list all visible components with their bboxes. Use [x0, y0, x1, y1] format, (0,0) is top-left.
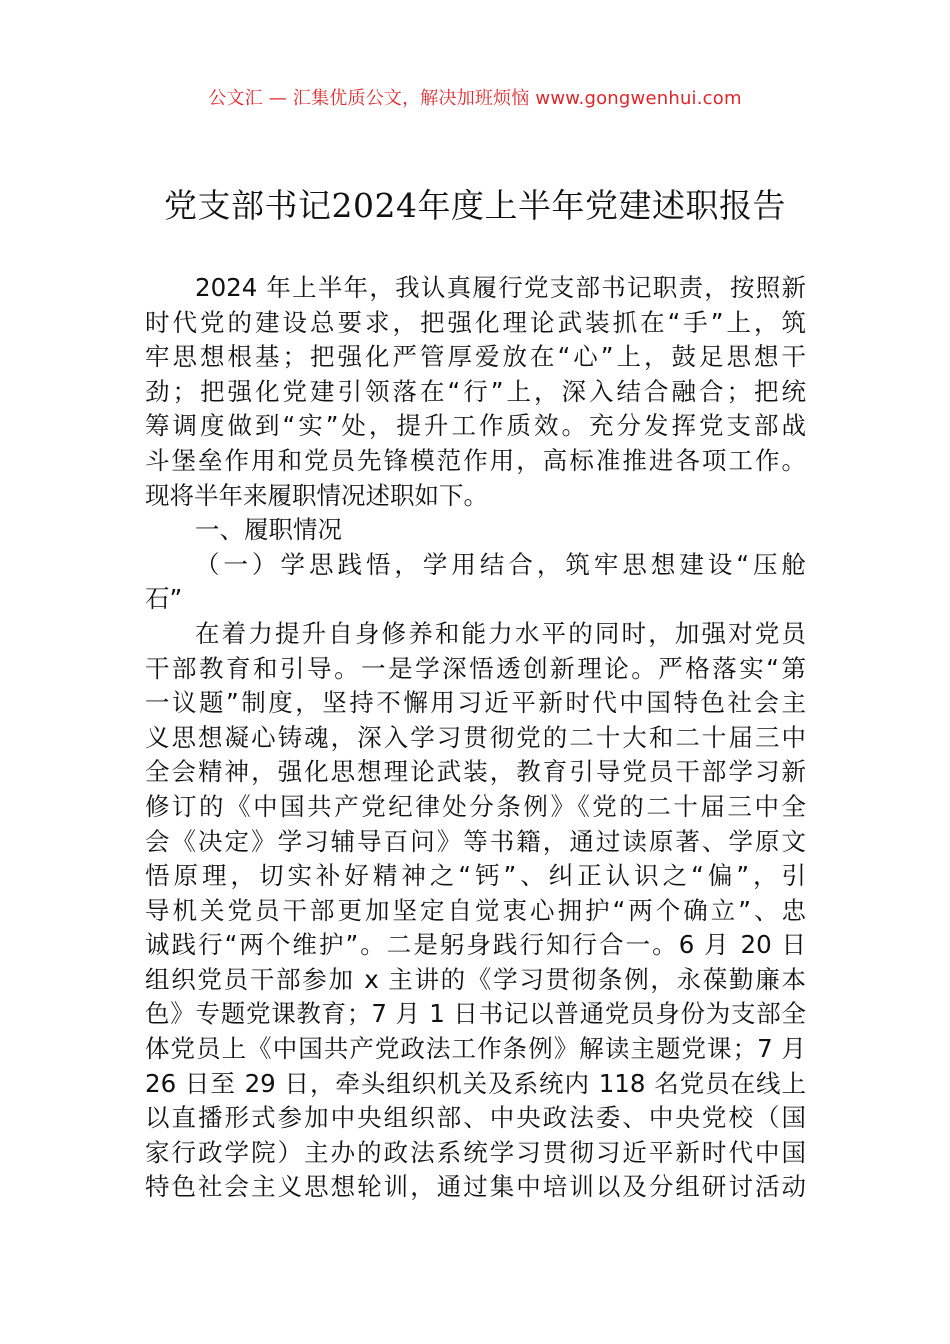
paragraph-line: 斗堡垒作用和党员先锋模范作用，高标准推进各项工作。 — [145, 445, 806, 475]
paragraph-line: 诚践行“两个维护”。二是躬身践行知行合一。6 月 20 日 — [145, 930, 806, 960]
paragraph-line: 体党员上《中国共产党政法工作条例》解读主题党课；7 月 — [145, 1034, 806, 1064]
paragraph-line: 时代党的建设总要求，把强化理论武装抓在“手”上，筑 — [145, 307, 806, 337]
document-body — [145, 271, 806, 1205]
paragraph-line: 修订的《中国共产党纪律处分条例》《党的二十届三中全 — [145, 791, 806, 821]
paragraph-line: 以直播形式参加中央组织部、中央政法委、中央党校（国 — [145, 1103, 806, 1133]
paragraph-line: 会《决定》学习辅导百问》等书籍，通过读原著、学原文 — [145, 826, 806, 856]
paragraph-line: 现将半年来履职情况述职如下。 — [145, 480, 488, 510]
paragraph-line: 组织党员干部参加 x 主讲的《学习贯彻条例，永葆勤廉本 — [145, 964, 806, 994]
paragraph-line: 悟原理，切实补好精神之“钙”、纠正认识之“偏”，引 — [145, 861, 806, 891]
paragraph-line: 26 日至 29 日，牵头组织机关及系统内 118 名党员在线上 — [145, 1068, 806, 1098]
paragraph-line: 筹调度做到“实”处，提升工作质效。充分发挥党支部战 — [145, 411, 806, 441]
paragraph-line: 导机关党员干部更加坚定自觉衷心拥护“两个确立”、忠 — [145, 895, 806, 925]
paragraph-line: 特色社会主义思想轮训，通过集中培训以及分组研讨活动 — [145, 1172, 806, 1202]
paragraph-line: 全会精神，强化思想理论武装，教育引导党员干部学习新 — [145, 757, 806, 787]
document-title: 党支部书记2024年度上半年党建述职报告 — [164, 186, 786, 225]
watermark-header: 公文汇 — 汇集优质公文，解决加班烦恼 www.gongwenhui.com — [208, 88, 742, 109]
section-heading: 一、履职情况 — [195, 515, 342, 545]
paragraph-line: 色》专题党课教育；7 月 1 日书记以普通党员身份为支部全 — [145, 999, 806, 1029]
subsection-heading: （一）学思践悟，学用结合，筑牢思想建设“压舱 — [195, 549, 806, 579]
subsection-heading: 石” — [145, 584, 183, 614]
paragraph-line: 劲；把强化党建引领落在“行”上，深入结合融合；把统 — [145, 376, 806, 406]
paragraph-line: 在着力提升自身修养和能力水平的同时，加强对党员 — [195, 618, 806, 648]
paragraph-line: 2024 年上半年，我认真履行党支部书记职责，按照新 — [195, 273, 806, 302]
paragraph-line: 家行政学院）主办的政法系统学习贯彻习近平新时代中国 — [145, 1137, 806, 1167]
paragraph-line: 牢思想根基；把强化严管厚爱放在“心”上，鼓足思想干 — [145, 342, 806, 372]
paragraph-line: 一议题”制度，坚持不懈用习近平新时代中国特色社会主 — [145, 688, 806, 718]
paragraph-line: 义思想凝心铸魂，深入学习贯彻党的二十大和二十届三中 — [145, 722, 806, 752]
paragraph-line: 干部教育和引导。一是学深悟透创新理论。严格落实“第 — [145, 653, 806, 683]
